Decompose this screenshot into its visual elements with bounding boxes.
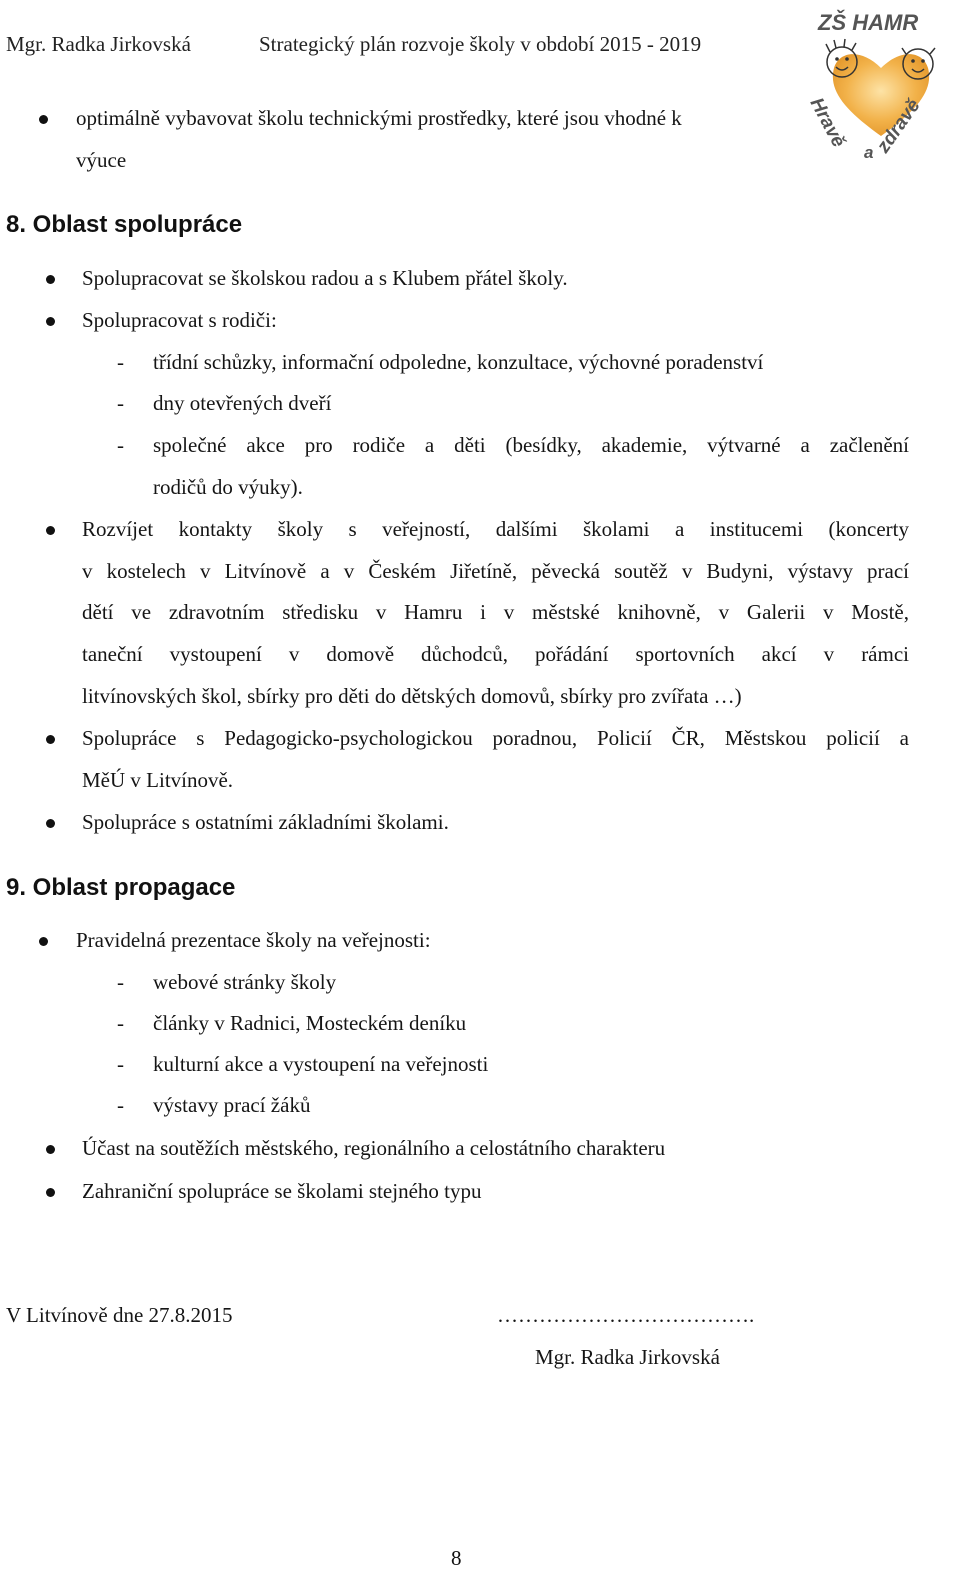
s8-b2-sub1: třídní schůzky, informační odpoledne, konzultace, výchovné poradenství: [153, 350, 764, 374]
signature-line: ……………………………….: [497, 1303, 755, 1327]
heart-icon: [833, 54, 929, 136]
s9-sub-1: webové stránky školy: [153, 970, 337, 994]
intro-bullet-line1: optimálně vybavovat školu technickými prostředky, které jsou vhodné k: [76, 106, 682, 130]
bullet-icon: [39, 115, 48, 124]
dash-marker: -: [117, 350, 124, 374]
logo-school-name: ZŠ HAMR: [818, 10, 919, 35]
bullet-icon: [39, 937, 48, 946]
s9-sub-4: výstavy prací žáků: [153, 1093, 311, 1117]
s8-bullet-3-line2: v kostelech v Litvínově a v Českém Jiřetíně, pěvecká soutěž v Budyni, výstavy prací: [82, 559, 909, 583]
s8-bullet-1: Spolupracovat se školskou radou a s Klubem přátel školy.: [82, 266, 568, 290]
bullet-icon: [46, 735, 55, 744]
dash-marker: -: [117, 970, 124, 994]
s9-bullet-2: Účast na soutěžích městského, regionálního a celostátního charakteru: [82, 1136, 666, 1160]
dash-marker: -: [117, 391, 124, 415]
bullet-icon: [46, 1188, 55, 1197]
s8-bullet-4-line1: Spolupráce s Pedagogicko-psychologickou poradnou, Policií ČR, Městskou policií a: [82, 726, 909, 750]
dash-marker: -: [117, 1011, 124, 1035]
header-author: Mgr. Radka Jirkovská: [6, 32, 191, 56]
s8-bullet-3-line1: Rozvíjet kontakty školy s veřejností, dalšími školami a institucemi (koncerty: [82, 517, 909, 541]
bullet-icon: [46, 819, 55, 828]
intro-bullet-line2: výuce: [76, 148, 127, 172]
s8-bullet-3-line4: taneční vystoupení v domově důchodců, pořádání sportovních akcí v rámci: [82, 642, 909, 666]
s8-b2-sub3-line1: společné akce pro rodiče a děti (besídky, akademie, výtvarné a začlenění: [153, 433, 909, 457]
bullet-icon: [46, 275, 55, 284]
dash-marker: -: [117, 1052, 124, 1076]
place-date: V Litvínově dne 27.8.2015: [6, 1303, 233, 1327]
dash-marker: -: [117, 433, 124, 457]
page-number: 8: [451, 1546, 462, 1570]
school-logo: [806, 6, 956, 166]
bullet-icon: [46, 526, 55, 535]
section-9-heading: 9. Oblast propagace: [6, 874, 236, 901]
section-8-heading: 8. Oblast spolupráce: [6, 211, 243, 238]
bullet-icon: [46, 1145, 55, 1154]
s9-sub-3: kulturní akce a vystoupení na veřejnosti: [153, 1052, 489, 1076]
s8-bullet-3-line5: litvínovských škol, sbírky pro děti do dětských domovů, sbírky pro zvířata …): [82, 684, 742, 708]
s8-b2-sub3-line2: rodičů do výuky).: [153, 475, 303, 499]
logo-motto-connector: a: [864, 143, 874, 162]
dash-marker: -: [117, 1093, 124, 1117]
header-title: Strategický plán rozvoje školy v období 2015 - 2019: [259, 32, 702, 56]
s9-bullet-1: Pravidelná prezentace školy na veřejnosti:: [76, 928, 431, 952]
bullet-icon: [46, 317, 55, 326]
logo-motto-right: zdravě: [872, 95, 925, 157]
s9-bullet-3: Zahraniční spolupráce se školami stejného typu: [82, 1179, 482, 1203]
logo-motto-left: Hravě: [806, 94, 849, 151]
s8-bullet-2: Spolupracovat s rodiči:: [82, 308, 277, 332]
s8-bullet-5: Spolupráce s ostatními základními školami.: [82, 810, 449, 834]
s8-bullet-4-line2: MěÚ v Litvínově.: [82, 768, 234, 792]
s9-sub-2: články v Radnici, Mosteckém deníku: [153, 1011, 467, 1035]
s8-bullet-3-line3: dětí ve zdravotním středisku v Hamru i v městské knihovně, v Galerii v Mostě,: [82, 600, 909, 624]
signatory-name: Mgr. Radka Jirkovská: [535, 1345, 720, 1369]
s8-b2-sub2: dny otevřených dveří: [153, 391, 332, 415]
